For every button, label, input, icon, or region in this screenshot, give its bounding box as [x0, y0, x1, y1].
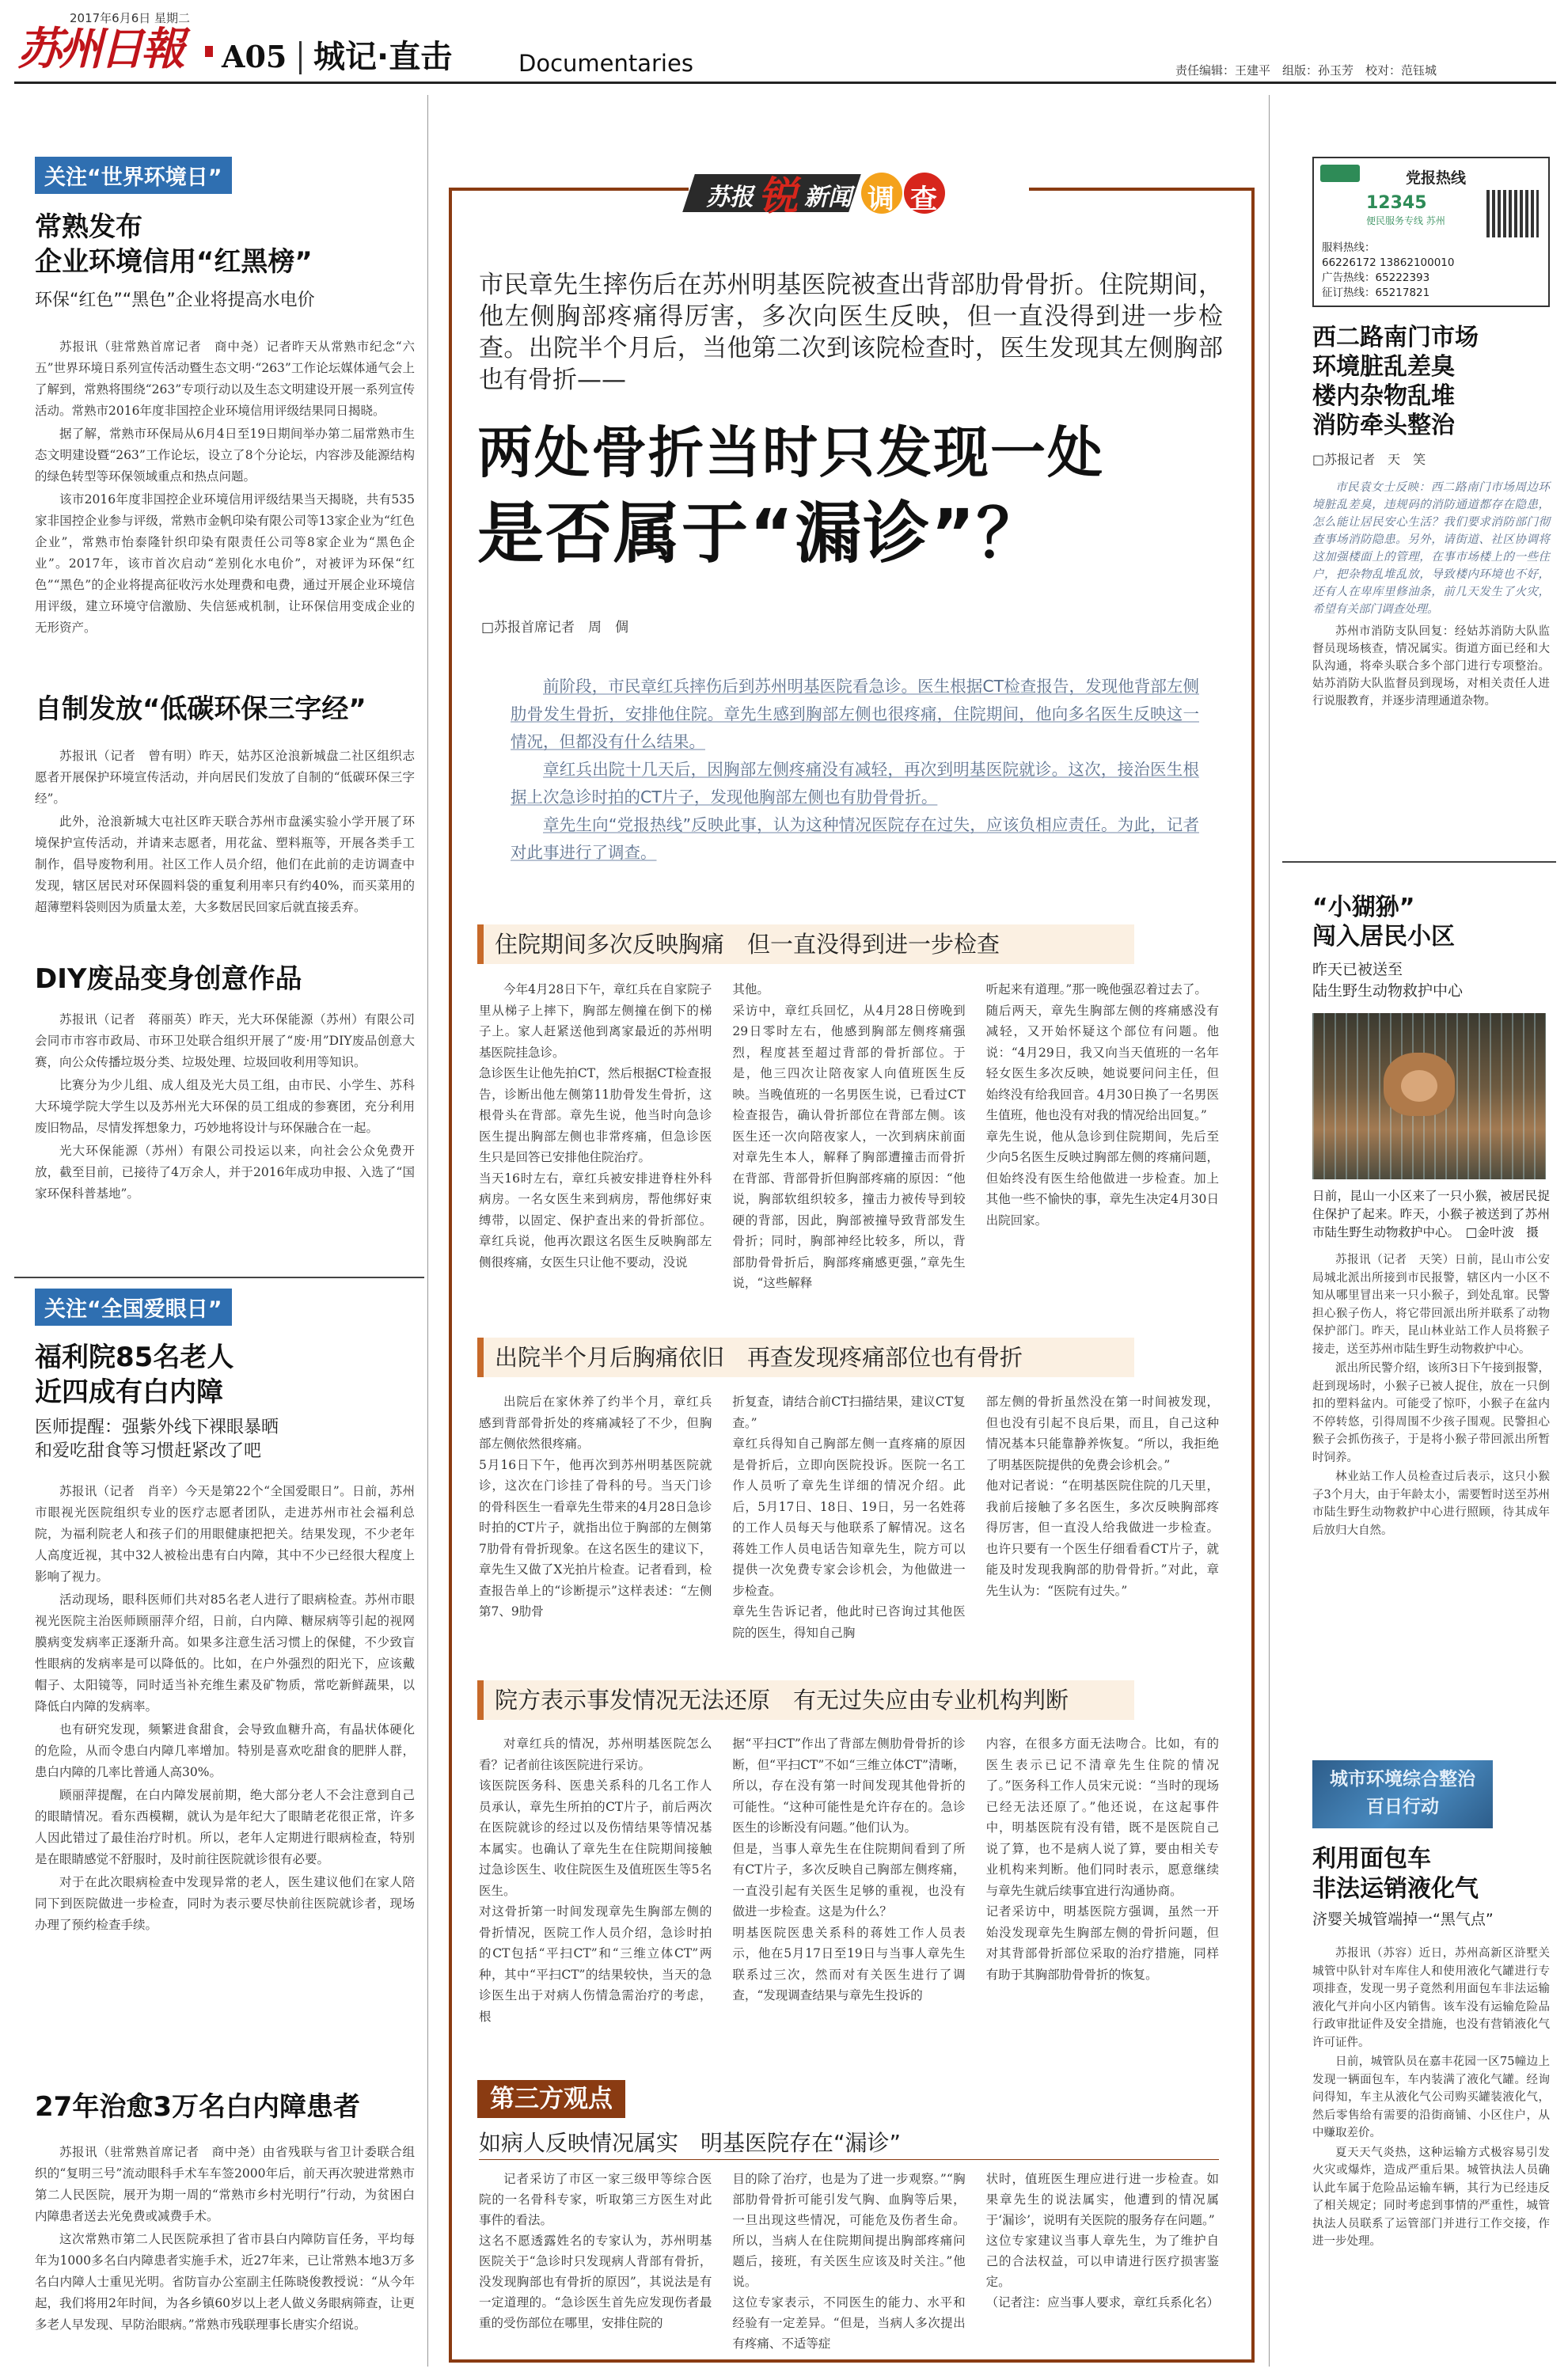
section-title-en: Documentaries — [518, 50, 693, 77]
campaign-banner — [1312, 1760, 1493, 1828]
third-party-rule — [479, 2159, 1219, 2160]
paragraph: 派出所民警介绍，该所3日下午接到报警，赶到现场时，小猴子已被人捉住，放在一只倒扣的塑料盆内。可能受了惊吓，小猴子在盆内不停转悠，引得周围不少孩子围观。民警担心猴子会抓伤孩子，于是将小猴子带回派出所暂时饲养。 — [1312, 1362, 1550, 1464]
paragraph: 前阶段，市民章红兵摔伤后到苏州明基医院看急诊。医生根据CT检查报告，发现他背部左侧肋骨发生骨折，安排他住院。章先生感到胸部左侧也很疼痛，住院期间，他向多名医生反映这一情况，但都没有什么结果。 — [511, 677, 1199, 751]
investigation-logo — [689, 169, 1029, 217]
paragraph: 该市2016年度非国控企业环境信用评级结果当天揭晓，共有535家非国控企业参与评级，常熟市金帆印染有限公司等13家企业为“红色企业”，常熟市怡泰隆针织印染有限责任公司等8家企业为“黑色企业”。2017年，该市首次启动“差别化水电价”，对被评为环保“红色”“黑色”的企业将提高征收污水处理费和电费，通过开展企业环境信用评级，建立环境守信激励、失信惩戒机制，让环保信用变成企业的无形资产。 — [35, 492, 415, 635]
section-heading-1: 住院期间多次反映胸痛 但一直没得到进一步检查 — [477, 924, 1134, 964]
section-title: 城记·直击 — [313, 39, 453, 75]
article-subtitle: 济婴关城管端掉一“黑气点” — [1312, 1911, 1494, 1928]
banner-line-1: 城市环境综合整治 — [1330, 1768, 1475, 1790]
logo-news: 新闻 — [804, 184, 852, 211]
paragraph: 这次常熟市第二人民医院承担了省市县白内障防盲任务，平均每年为1000多名白内障患者实施手术，近27年来，已让常熟本地3万多名白内障人士重见光明。省防盲办公室副主任陈晓俊教授说：“从今年起，我们将用2年时间，为各乡镇60岁以上老人做义务眼病筛查，让更多老人早发现、早防治眼病。”常熟市残联理事长唐实介绍说。 — [35, 2232, 415, 2332]
masthead-rule — [14, 82, 1556, 84]
text-column: 折复查，请结合前CT扫描结果，建议CT复查。” 章红兵得知自己胸部左侧一直疼痛的原因是骨折后，立即向医院投诉。医院一名工作人员听了章先生详细的情况介绍。此后，5月17日、18日、19日，另一名姓蒋的工作人员每天与他联系了解情况。这名蒋姓工作人员电话告知章先生，院方可以提供一次免费专家会诊机会，为他做进一步检查。 章先生告诉记者，他此时已咨询过其他医院的医生，得知自己胸 — [732, 1395, 966, 1640]
story-headline-1: 两处骨折当时只发现一处 — [477, 420, 1104, 485]
hotline-box — [1312, 157, 1550, 307]
hotline-line: 66226172 13862100010 — [1322, 256, 1455, 269]
left-article-2 — [35, 692, 415, 920]
text-column: 部左侧的骨折虽然没在第一时间被发现，但也没有引起不良后果，而且，自己这种情况基本只能靠静养恢复。“所以，我拒绝了明基医院提供的免费会诊机会。” 他对记者说：“在明基医院住院的几天里，我前后接触了多名医生，多次反映胸部疼得厉害，但一直没人给我做进一步检查。也许只要有一个医生仔细看看CT片子，就能及时发现我胸部的肋骨骨折。”对此，章先生认为：“医院有过失。” — [985, 1395, 1219, 1598]
third-party-title: 如病人反映情况属实 明基医院存在“漏诊” — [479, 2130, 902, 2156]
article-title: “小猢狲” 闯入居民小区 — [1312, 894, 1455, 951]
article-title: 27年治愈3万名白内障患者 — [35, 2091, 360, 2123]
paragraph: 苏报讯（驻常熟首席记者 商中尧）记者昨天从常熟市纪念“六五”世界环境日系列宣传活动暨生态文明·“263”工作论坛媒体通气会上了解到，常熟将围绕“263”专项行动以及生态文明建设开展一系列宣传活动。常熟市2016年度非国控企业环境信用评级结果同日揭晓。 — [35, 340, 415, 418]
section-body-1 — [479, 979, 1219, 1294]
paragraph: 日前，城管队员在嘉丰花园一区75幢边上发现一辆面包车，车内装满了液化气罐。经询问得知，车主从液化气公司购买罐装液化气，然后零售给有需要的沿街商铺、小区住户，从中赚取差价。 — [1312, 2055, 1550, 2139]
paragraph: 苏报讯（记者 天笑）日前，昆山市公安局城北派出所接到市民报警，辖区内一小区不知从哪里冒出来一只小猴子，到处乱窜。民警担心猴子伤人，将它带回派出所并联系了动物保护部门。昨天，昆山林业站工作人员将猴子接走，送至苏州市陆生野生动物救护中心。 — [1312, 1254, 1550, 1356]
right-article-2 — [1312, 893, 1550, 1541]
left-article-1 — [35, 157, 415, 640]
left-article-3 — [35, 962, 415, 1206]
reader-note: 市民袁女士反映：西二路南门市场周边环境脏乱差臭，违规码的消防通道都存在隐患，怎么能让居民安心生活？我们要求消防部门彻查事场消防隐患。另外，请街道、社区协调将这加强楼面上的管理，在事市场楼上的一些住户，把杂物乱堆乱放，导致楼内环境也不好，还有人在卑库里修油条，前几天发生了火灾，希望有关部门调查处理。 — [1312, 481, 1550, 616]
right-article-3 — [1312, 1844, 1550, 2253]
hotline-logo — [1320, 165, 1360, 182]
masthead-divider — [299, 41, 302, 74]
article-title: 常熟发布 企业环境信用“红黑榜” — [35, 211, 313, 278]
article-subtitle: 昨天已被送至 陆生野生动物救护中心 — [1312, 961, 1464, 1000]
logo-diao: 调 — [868, 184, 894, 215]
text-column: 状时，值班医生理应进行进一步检查。如果章先生的说法属实，他遭到的情况属于‘漏诊’，说明有关医院的服务存在问题。” 这位专家建议当事人章先生，为了维护自己的合法权益，可以申请进行医疗损害鉴定。 （记者注：应当事人要求，章红兵系化名） — [985, 2172, 1220, 2310]
article-title: 利用面包车 非法运销液化气 — [1312, 1845, 1479, 1903]
right-article-1 — [1312, 323, 1550, 712]
paragraph: 比赛分为少儿组、成人组及光大员工组，由市民、小学生、苏科大环境学院大学生以及苏州光大环保的员工组成的参赛团，充分利用废旧物品，尽情发挥想象力，巧妙地将设计与环保融合在一起。 — [35, 1078, 415, 1135]
logo-divider — [205, 46, 213, 57]
logo-rui: 锐 — [758, 173, 798, 219]
paragraph: 此外，沧浪新城大屯社区昨天联合苏州市盘溪实验小学开展了环境保护宣传活动，并请来志愿者，用花盆、塑料瓶等，开展各类手工制作，倡导废物利用。社区工作人员介绍，他们在此前的走访调查中发现，辖区居民对环保圆料袋的重复利用率只有约40%，而买菜用的超薄塑料袋则因为质量太差，大多数居民回家后就直接丢弃。 — [35, 814, 415, 914]
section-divider — [14, 1277, 424, 1278]
column-rule-left — [427, 95, 428, 2367]
article-subtitle: 环保“红色”“黑色”企业将提高水电价 — [35, 290, 315, 310]
text-column: 今年4月28日下午，章红兵在自家院子里从梯子上摔下，胸部左侧撞在倒下的梯子上。家人赶紧送他到离家最近的苏州明基医院挂急诊。 急诊医生让他先拍CT，然后根据CT检查报告，诊断出他左侧第11肋骨发生骨折，这根骨头在背部。章先生说，他当时向急诊医生提出胸部左侧也非常疼痛，但急诊医生只是回答已安排他住院治疗。 当天16时左右，章红兵被安排进脊柱外科病房。一名女医生来到病房，帮他绑好束缚带，以固定、保护查出来的骨折部位。章红兵说，他再次跟这名医生反映胸部左侧很疼痛，女医生只让他不要动，没说 — [479, 982, 712, 1270]
paragraph: 顾丽萍提醒，在白内障发展前期，绝大部分老人不会注意到自己的眼睛情况。看东西模糊，就认为是年纪大了眼睛老花很正常，许多人因此错过了最佳治疗时机。所以，老年人定期进行眼病检查，特别是在眼睛感觉不舒服时，及时前往医院就诊很有必要。 — [35, 1788, 415, 1866]
article-title: 福利院85名老人 近四成有白内障 — [35, 1342, 234, 1408]
paper-logo: 苏州日報 — [17, 23, 182, 75]
hotline-number: 12345 — [1366, 193, 1427, 213]
paragraph: 活动现场，眼科医师们共对85名老人进行了眼病检查。苏州市眼视光医院主治医师顾丽萍介绍，日前，白内障、糖尿病等引起的视网膜病变发病率正逐渐升高。如果多注意生活习惯上的保健，不少致盲性眼病的发病率是可以降低的。比如，在户外强烈的阳光下，应该戴帽子、太阳镜等，同时适当补充维生素及矿物质，常吃新鲜蔬果，以降低白内障的发病率。 — [35, 1592, 415, 1714]
article-title: 西二路南门市场 环境脏乱差臭 楼内杂物乱堆 消防牵头整治 — [1312, 324, 1479, 439]
hotline-info — [1322, 241, 1454, 301]
banner-line-2: 百日行动 — [1366, 1796, 1439, 1817]
section-body-2 — [479, 1391, 1219, 1643]
paragraph: 也有研究发现，频繁进食甜食，会导致血糖升高，有晶状体硬化的危险，从而令患白内障几率增加。特别是喜欢吃甜食的肥胖人群，患白内障的几率比普通人高30%。 — [35, 1722, 415, 1779]
left-article-4 — [35, 1289, 415, 1938]
monkey-photo — [1312, 1013, 1546, 1179]
text-column: 对章红兵的情况，苏州明基医院怎么看？记者前往该医院进行采访。 该医院医务科、医患关系科的几名工作人员承认，章先生所拍的CT片子，前后两次在医院就诊的经过以及伤情结果等情况基本属实。也确认了章先生在住院期间接触过急诊医生、收住院医生及值班医生等5名医生。 对这骨折第一时间发现章先生胸部左侧的骨折情况，医院工作人员介绍，急诊时拍的CT包括“平扫CT”和“三维立体CT”两种，其中“平扫CT”的结果较快，当天的急诊医生出于对病人伤情急需治疗的考虑，根 — [479, 1737, 712, 2024]
byline: □苏报首席记者 周 倜 — [481, 620, 629, 636]
topic-label: 关注“世界环境日” — [35, 157, 232, 194]
paragraph: 苏州市消防支队回复：经姑苏消防大队监督员现场核查，情况属实。街道方面已经和大队沟通，将牵头联合多个部门进行专项整治。姑苏消防大队监督员到现场，对相关责任人进行说服教育，并逐步清理通道杂物。 — [1312, 625, 1550, 708]
paragraph: 据了解，常熟市环保局从6月4日至19日期间举办第二届常熟市生态文明建设暨“263”工作论坛，设立了8个分论坛，内容涉及能源结构的绿色转型等环保领域重点和热点问题。 — [35, 427, 415, 484]
paragraph: 苏报讯（记者 蒋丽英）昨天，光大环保能源（苏州）有限公司会同市市容市政局、市环卫处联合组织开展了“废·用”DIY废品创意大赛，向公众传播垃圾分类、垃圾处理、垃圾回收利用等知识。 — [35, 1012, 415, 1069]
article-title: 自制发放“低碳环保三字经” — [35, 693, 366, 725]
hotline-line: 征订热线：65217821 — [1322, 287, 1430, 299]
paragraph: 苏报讯（驻常熟首席记者 商中尧）由省残联与省卫计委联合组织的“复明三号”流动眼科手术车车签2000年后，前天再次驶进常熟市第二人民医院，展开为期一周的“常熟市乡村光明行”行动，为贫困白内障患者送去光免费或减费手术。 — [35, 2145, 415, 2223]
paragraph: 夏天天气炎热，这种运输方式极容易引发火灾或爆炸，造成严重后果。城管执法人员确认此车属于危险品运输车辆，其行为已经违反了相关规定；同时考虑到事情的严重性，城管执法人员联系了运管部门并进行工作交接，作进一步处理。 — [1312, 2146, 1550, 2248]
section-heading-2: 出院半个月后胸痛依旧 再查发现疼痛部位也有骨折 — [477, 1338, 1134, 1377]
text-column: 目的除了治疗，也是为了进一步观察。”“胸部肋骨骨折可能引发气胸、血胸等后果，一旦出现这些情况，可能危及伤者生命。所以，当病人在住院期间提出胸部疼痛问题后，接班，有关医生应该及时关注。”他说。 这位专家表示，不同医生的能力、水平和经验有一定差异。“但是，当病人多次提出有疼痛、不适等症 — [732, 2172, 966, 2351]
topic-label: 关注“全国爱眼日” — [35, 1289, 232, 1326]
issue-date: 2017年6月6日 星期二 — [70, 11, 191, 25]
section-divider — [1282, 861, 1556, 863]
page-number: A05 — [222, 39, 287, 74]
story-headline-2: 是否属于“漏诊”？ — [477, 495, 1045, 572]
text-column: 听起来有道理。”那一晚他强忍着过去了。 随后两天，章先生胸部左侧的疼痛感没有减轻，又开始怀疑这个部位有问题。他说：“4月29日，我又向当天值班的一名年轻女医生多次反映，她说要问问主任，但始终没有给我回音。4月30日换了一名男医生值班，他也没有对我的情况给出回复。” 章先生说，他从急诊到住院期间，先后至少向5名医生反映过胸部左侧的疼痛问题，但始终没有医生给他做进一步检查。加上其他一些不愉快的事，章先生决定4月30日出院回家。 — [985, 982, 1219, 1228]
section-body-3 — [479, 1733, 1219, 2027]
qr-code[interactable] — [1486, 190, 1539, 237]
story-lede: 市民章先生摔伤后在苏州明基医院被查出背部肋骨骨折。住院期间，他左侧胸部疼痛得厉害，多次向医生反映，但一直没得到进一步检查。出院半个月后，当他第二次到该院检查时，医生发现其左侧胸部也有骨折—— — [479, 271, 1223, 394]
text-column: 记者采访了市区一家三级甲等综合医院的一名骨科专家，听取第三方医生对此事件的看法。 这名不愿透露姓名的专家认为，苏州明基医院关于“急诊时只发现病人背部有骨折，没发现胸部也有骨折的原因”，其说法是有一定道理的。“急诊医生首先应发现伤者最重的受伤部位在哪里，安排住院的 — [479, 2172, 712, 2330]
paragraph: 林业站工作人员检查过后表示，这只小猴子3个月大，由于年龄太小，需要暂时送至苏州市陆生野生动物救护中心进行照顾，待其成年后放归大自然。 — [1312, 1471, 1550, 1537]
section-heading-3: 院方表示事发情况无法还原 有无过失应由专业机构判断 — [477, 1680, 1134, 1720]
third-party-body — [479, 2169, 1219, 2354]
logo-brand: 苏报 — [706, 184, 754, 211]
paragraph: 章红兵出院十几天后，因胸部左侧疼痛没有减轻，再次到明基医院就诊。这次，接治医生根据上次急诊时拍的CT片子，发现他胸部左侧也有肋骨骨折。 — [511, 760, 1199, 807]
editors-credit: 责任编辑：王建平 组版：孙玉芳 校对：范钰城 — [1175, 63, 1437, 78]
text-column: 其他。 采访中，章红兵回忆，从4月28日傍晚到29日零时左右，他感到胸部左侧疼痛强烈，程度甚至超过背部的骨折部位。于是，他三四次让陪夜家人向值班医生反映。当晚值班的一名男医生说，已看过CT检查报告，确认骨折部位在背部左侧。该医生还一次向陪夜家人，一次到病床前面对章先生本人，解释了胸部遭撞击而骨折在背部、背部骨折但胸部疼痛的原因：“他说，胸部软组织较多，撞击力被传导到较硬的背部，因此，胸部被撞导致背部发生骨折；同时，胸部神经比较多，所以，背部肋骨骨折后，胸部疼痛感更强，”章先生说，“这些解释 — [732, 982, 966, 1290]
hotline-title: 党报热线 — [1406, 169, 1467, 187]
byline: □苏报记者 天 笑 — [1312, 452, 1426, 467]
paragraph: 光大环保能源（苏州）有限公司投运以来，向社会公众免费开放，截至目前，已接待了4万余人，并于2016年成功申报、入选了“国家环保科普基地”。 — [35, 1144, 415, 1201]
text-column: 出院后在家休养了约半个月，章红兵感到背部骨折处的疼痛减轻了不少，但胸部左侧依然很疼痛。 5月16日下午，他再次到苏州明基医院就诊，这次在门诊挂了骨科的号。当天门诊的骨科医生一看章先生带来的4月28日急诊时拍的CT片子，就指出位于胸部的左侧第7肋骨有骨折现象。在这名医生的建议下，章先生又做了X光拍片检查。记者看到，检查报告单上的“诊断提示”这样表述：“左侧第7、9肋骨 — [479, 1395, 712, 1619]
text-column: 内容，在很多方面无法吻合。比如，有的医生表示已记不清章先生住院的情况了。”医务科工作人员宋元说：“当时的现场已经无法还原了。”他还说，在这起事件中，明基医院有没有错，既不是医院自己说了算，也不是病人说了算，要由相关专业机构来判断。他们同时表示，愿意继续与章先生就后续事宜进行沟通协商。 记者采访中，明基医院方强调，虽然一开始没发现章先生胸部左侧的骨折问题，但对其背部骨折部位采取的治疗措施，同样有助于其胸部肋骨骨折的恢复。 — [985, 1737, 1219, 1982]
hotline-line: 服料热线： — [1322, 241, 1376, 254]
photo-caption: 日前，昆山一小区来了一只小猴，被居民捉住保护了起来。昨天，小猴子被送到了苏州市陆生野生动物救护中心。 □金叶波 摄 — [1312, 1189, 1550, 1239]
paragraph: 苏报讯（记者 曾有明）昨天，姑苏区沧浪新城盘二社区组织志愿者开展保护环境宣传活动，并向居民们发放了自制的“低碳环保三字经”。 — [35, 749, 415, 806]
hotline-subtitle: 便民服务专线 苏州 — [1366, 215, 1445, 226]
paragraph: 对于在此次眼病检查中发现异常的老人，医生建议他们在家人陪同下到医院做进一步检查，同时为表示要尽快前往医院就诊者，现场办理了预约检查手续。 — [35, 1875, 415, 1932]
article-subtitle: 医师提醒：强紫外线下裸眼暴晒 和爱吃甜食等习惯赶紧改了吧 — [35, 1418, 279, 1461]
logo-cha: 查 — [910, 184, 937, 215]
left-article-5 — [35, 2090, 415, 2337]
hotline-line: 广告热线：65222393 — [1322, 271, 1430, 284]
story-intro — [511, 673, 1199, 867]
column-rule-right — [1269, 95, 1270, 2367]
article-title: DIY废品变身创意作品 — [35, 963, 302, 995]
paragraph: 苏报讯（苏容）近日，苏州高新区浒墅关城管中队针对车库住人和使用液化气罐进行专项排查，发现一男子竟然利用面包车非法运输液化气并向小区内销售。该车没有运输危险品行政审批证件及安全措施，也没有营销液化气许可证件。 — [1312, 1947, 1550, 2049]
third-party-label: 第三方观点 — [477, 2080, 625, 2118]
paragraph: 章先生向“党报热线”反映此事，认为这种情况医院存在过失，应该负相应责任。为此，记者对此事进行了调查。 — [511, 815, 1199, 862]
paragraph: 苏报讯（记者 肖辛）今天是第22个“全国爱眼日”。日前，苏州市眼视光医院组织专业的医疗志愿者团队，走进苏州市社会福利总院，为福利院老人和孩子们的用眼健康把把关。结果发现，不少老年人高度近视，其中32人被检出患有白内障，其中不少已经很大程度上影响了视力。 — [35, 1484, 415, 1584]
text-column: 据“平扫CT”作出了背部左侧肋骨骨折的诊断，但“平扫CT”不如“三维立体CT”清晰，所以，存在没有第一时间发现其他骨折的可能性。“这种可能性是允许存在的。急诊医生的诊断没有问题。”他们认为。 但是，当事人章先生在住院期间看到了所有CT片子，多次反映自己胸部左侧疼痛，一直没引起有关医生足够的重视，也没有做进一步检查。这是为什么？ 明基医院医患关系科的蒋姓工作人员表示，他在5月17日至19日与当事人章先生联系过三次，然而对有关医生进行了调查，“发现调查结果与章先生投诉的 — [732, 1737, 966, 2002]
